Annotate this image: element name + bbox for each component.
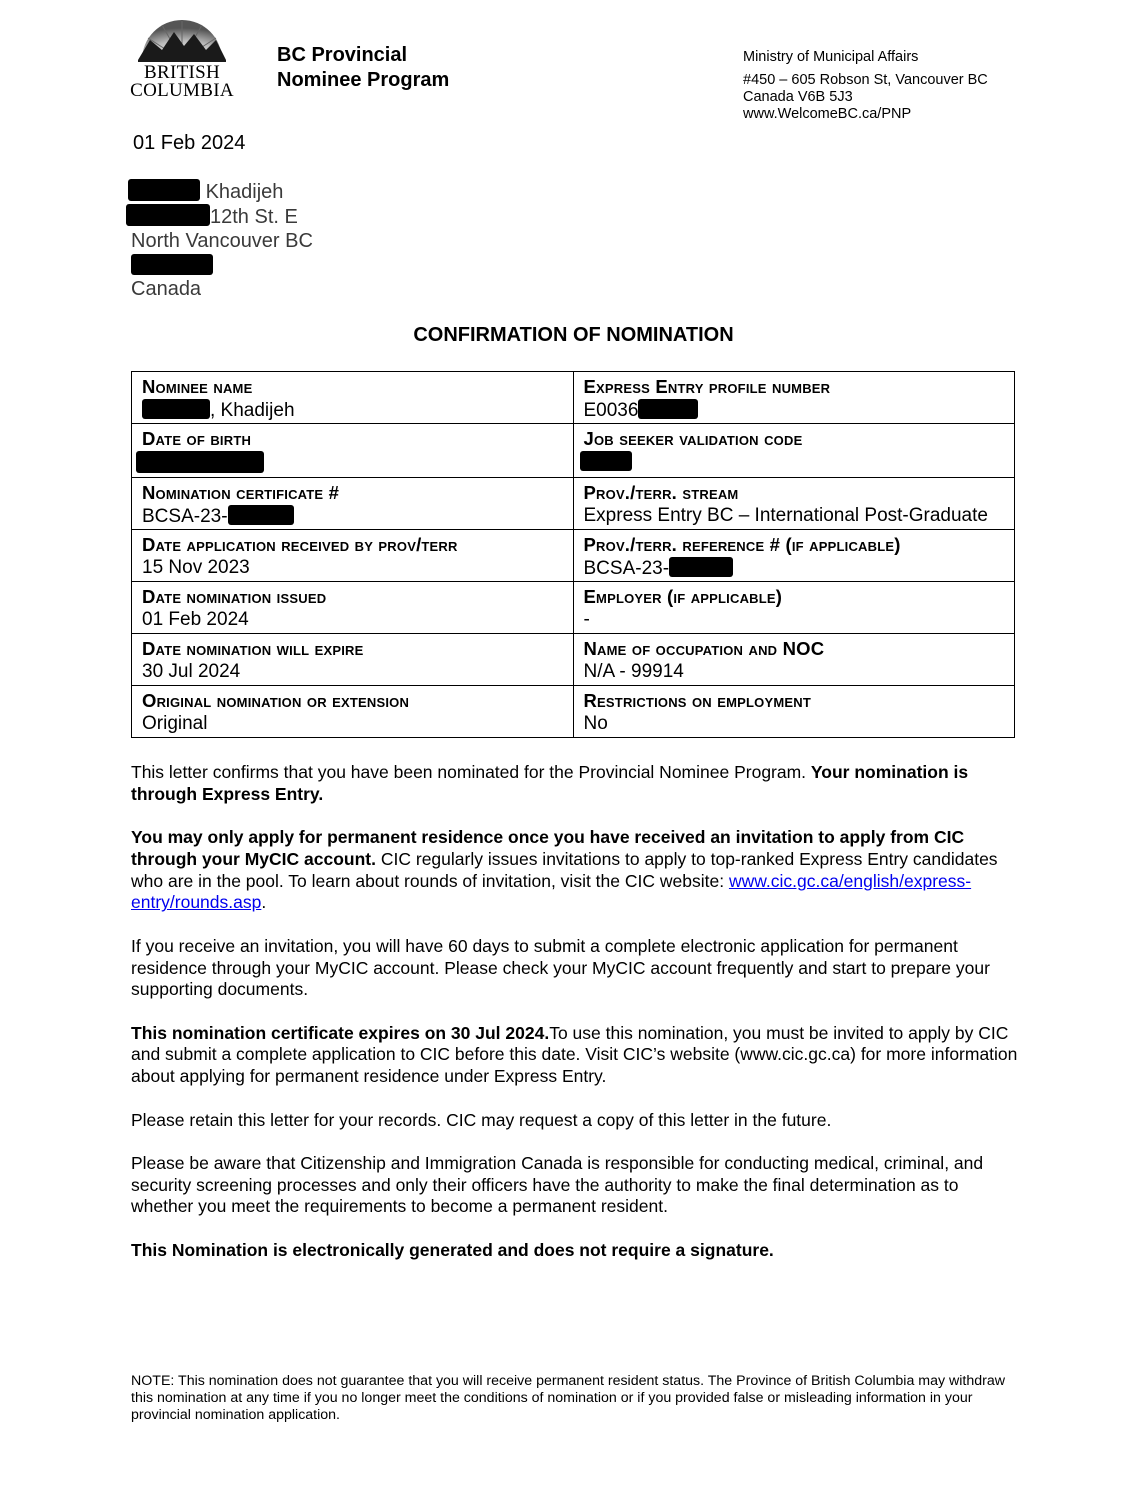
program-line-2: Nominee Program <box>277 69 450 91</box>
field-label: Date nomination issued <box>142 586 327 607</box>
table-row <box>132 582 1015 634</box>
redaction-block <box>638 399 698 419</box>
redaction-block <box>131 254 213 275</box>
paragraph-signature: This Nomination is electronically generated and does not require a signature. <box>131 1239 774 1260</box>
field-value: BCSA-23- <box>584 557 1005 580</box>
paragraph-retain: Please retain this letter for your records. CIC may request a copy of this letter in the future. <box>131 1109 832 1130</box>
table-cell <box>132 686 574 738</box>
field-value: No <box>583 713 608 734</box>
paragraph-60-days: If you receive an invitation, you will have 60 days to submit a complete electronic application for permanent residence through your MyCIC account. Please check your MyCIC account frequently and start to prepare your supporting documents. <box>131 935 990 1000</box>
table-cell <box>573 582 1015 634</box>
table-row <box>132 530 1015 582</box>
table-row <box>132 424 1015 478</box>
field-label: Express Entry profile number <box>583 376 831 397</box>
field-label: Nomination certificate # <box>142 482 340 503</box>
redaction-block <box>228 505 294 525</box>
paragraph-invitation: You may only apply for permanent residence once you have received an invitation to apply from CIC through your MyCIC account. CIC regularly issues invitations to apply to top-ranked Express Entry candidates who are in the pool. To learn about rounds of invitation, visit the CIC website: www.cic.gc.ca/english/express-entry/rounds.asp. <box>131 827 998 913</box>
field-label: Restrictions on employment <box>583 690 811 711</box>
table-cell <box>573 424 1015 478</box>
table-row <box>132 372 1015 424</box>
field-label: Date application received by prov/terr <box>142 534 458 555</box>
table-cell <box>132 530 574 582</box>
ministry-line: #450 – 605 Robson St, Vancouver BC <box>743 72 988 88</box>
rounds-link[interactable]: www.cic.gc.ca/english/express-entry/rounds.asp <box>131 870 972 913</box>
field-value <box>584 451 1005 474</box>
program-name <box>277 43 449 93</box>
field-label: Date nomination will expire <box>142 638 364 659</box>
table-cell <box>132 582 574 634</box>
table-cell <box>132 478 574 530</box>
letter-body <box>131 762 1021 1283</box>
address-line-postal <box>131 253 313 277</box>
field-value: BCSA-23- <box>142 505 563 528</box>
field-label: Date of birth <box>142 428 252 449</box>
redaction-block <box>136 451 264 473</box>
field-value <box>142 451 563 476</box>
field-label: Employer (if applicable) <box>583 586 783 607</box>
table-cell <box>573 372 1015 424</box>
redaction-block <box>128 179 200 201</box>
table-row <box>132 478 1015 530</box>
field-value: - <box>583 609 590 630</box>
redaction-block <box>126 204 210 226</box>
logo-text-british: BRITISH <box>144 62 220 83</box>
address-line-city: North Vancouver BC <box>131 230 313 252</box>
address-line-name: Khadijeh <box>131 179 313 204</box>
nomination-details-table <box>131 371 1015 738</box>
table-row <box>132 634 1015 686</box>
program-line-1: BC Provincial <box>277 44 408 66</box>
letter-date: 01 Feb 2024 <box>133 132 246 154</box>
redaction-block <box>580 451 632 471</box>
field-label: Prov./terr. stream <box>583 482 739 503</box>
table-row <box>132 686 1015 738</box>
field-value: , Khadijeh <box>142 399 563 422</box>
redaction-block <box>669 557 733 577</box>
paragraph-screening: Please be aware that Citizenship and Immigration Canada is responsible for conducting medical, criminal, and security screening processes and only their officers have the authority to make the final determination as to whether you meet the requirements to become a permanent resident. <box>131 1152 984 1217</box>
table-cell <box>132 634 574 686</box>
footer-note: NOTE: This nomination does not guarantee that you will receive permanent resident status. The Province of British Columbia may withdraw this nomination at any time if you no longer meet the conditions of nomination or if you provided false or misleading information in your provincial nomination application. <box>131 1373 1006 1423</box>
field-value: N/A - 99914 <box>583 661 684 682</box>
table-cell <box>132 372 574 424</box>
address-line-street: 12th St. E <box>131 204 313 229</box>
field-value: 01 Feb 2024 <box>142 609 249 630</box>
field-value: E0036 <box>584 399 1005 422</box>
ministry-line: Canada V6B 5J3 <box>743 89 853 105</box>
field-value: 15 Nov 2023 <box>142 557 250 578</box>
table-cell <box>573 530 1015 582</box>
table-cell <box>573 686 1015 738</box>
address-line-country: Canada <box>131 278 202 300</box>
document-title: CONFIRMATION OF NOMINATION <box>413 324 734 346</box>
bc-sun-mountain-icon <box>128 6 236 62</box>
field-label: Nominee name <box>142 376 253 397</box>
paragraph-expiry: This nomination certificate expires on 30 Jul 2024.To use this nomination, you must be invited to apply by CIC and submit a complete application to CIC before this date. Visit CIC’s website (www.cic.gc.ca) for more information about applying for permanent residence under Express Entry. <box>131 1022 1018 1087</box>
ministry-address <box>743 49 988 123</box>
bc-logo <box>128 6 236 102</box>
table-cell <box>573 634 1015 686</box>
logo-text-columbia: COLUMBIA <box>130 80 234 101</box>
field-label: Prov./terr. reference # (if applicable) <box>583 534 901 555</box>
recipient-address <box>131 179 313 301</box>
field-label: Job seeker validation code <box>583 428 803 449</box>
table-cell <box>132 424 574 478</box>
field-value: Original <box>142 713 208 734</box>
redaction-block <box>142 399 210 419</box>
table-cell <box>573 478 1015 530</box>
ministry-website: www.WelcomeBC.ca/PNP <box>743 106 912 122</box>
ministry-line: Ministry of Municipal Affairs <box>743 49 919 65</box>
field-value: Express Entry BC – International Post-Graduate <box>583 505 988 526</box>
field-label: Name of occupation and NOC <box>583 638 825 659</box>
field-value: 30 Jul 2024 <box>142 661 241 682</box>
field-label: Original nomination or extension <box>142 690 410 711</box>
paragraph-confirmation: This letter confirms that you have been nominated for the Provincial Nominee Program. Your nomination is through Express Entry. <box>131 762 969 804</box>
